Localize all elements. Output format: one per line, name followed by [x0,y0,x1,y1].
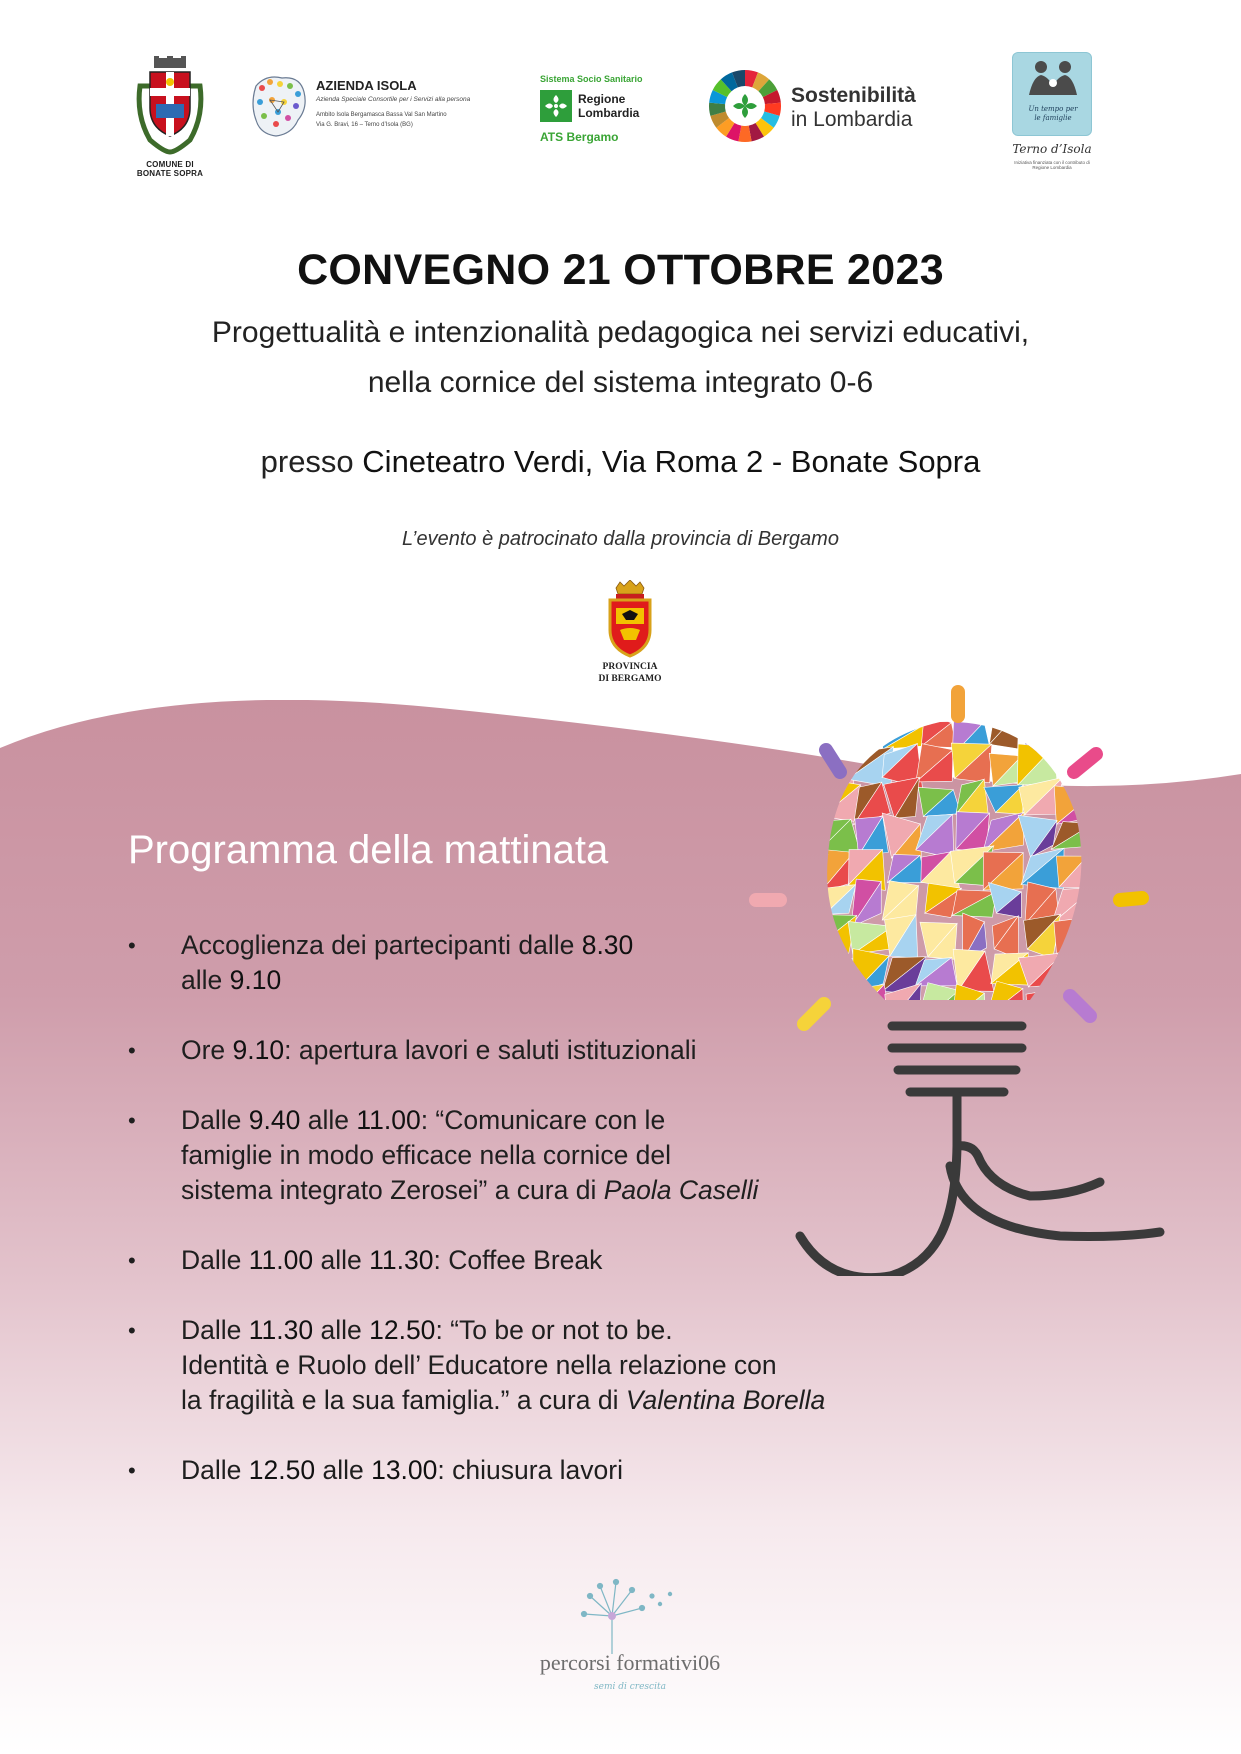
program-text: Identità e Ruolo dell’ Educatore nella relazione con [181,1350,777,1380]
regione-lombardia-logo [536,74,656,144]
logo-row [0,50,1241,180]
program-item [128,1453,908,1488]
bullet-icon: • [128,1318,136,1343]
program-item-line [181,1313,908,1348]
time-value: 8.30 [581,930,634,960]
program-text: Dalle [181,1455,249,1485]
program-text: alle [300,1105,357,1135]
dandelion-icon [520,1578,740,1654]
program-text: : “Comunicare con le [420,1105,666,1135]
comune-bonate-sopra-logo [130,56,210,176]
provincia-crest-icon [580,580,680,658]
program-text: sistema integrato Zerosei” a cura di [181,1175,604,1205]
lombardia-rose-icon [540,90,572,122]
program-title: Programma della mattinata [128,828,609,872]
isola-map-icon [248,72,310,142]
footer-brand [520,1650,740,1676]
program-item-line [181,1453,908,1488]
time-value: 9.10 [232,1035,285,1065]
terno-tagline [1013,105,1093,123]
time-value: 11.30 [369,1245,434,1275]
program-text: famiglie in modo efficace nella cornice del [181,1140,672,1170]
azienda-isola-logo [248,72,498,142]
percorsi-formativi-logo [520,1578,740,1698]
bullet-icon: • [128,933,136,958]
event-subtitle [0,308,1241,408]
sdg-wheel-icon [707,68,783,144]
event-title: CONVEGNO 21 OTTOBRE 2023 [297,246,944,294]
speaker-name: Valentina Borella [625,1385,826,1415]
azienda-title: AZIENDA ISOLA [316,78,417,93]
time-value: 9.10 [229,965,282,995]
speaker-name: Paola Caselli [603,1175,759,1205]
provincia-line1: PROVINCIA [602,662,658,672]
terno-disola-logo [1010,50,1094,180]
program-item-line [181,1383,908,1418]
time-value: 9.40 [248,1105,301,1135]
bullet-icon: • [128,1248,136,1273]
program-text: alle [313,1245,370,1275]
time-value: 12.50 [248,1455,316,1485]
venue-place: Cineteatro Verdi, Via Roma 2 - Bonate Sopra [362,444,981,479]
comune-crest-icon [130,56,210,160]
time-value: 12.50 [369,1315,436,1345]
regione-name-line1: Regione [578,92,626,106]
subtitle-line1: Progettualità e intenzionalità pedagogica nei servizi educativi, [211,316,1030,349]
lightbulb-base [892,1026,1022,1092]
comune-caption-line2: BONATE SOPRA [136,169,204,178]
terno-name: Terno d’Isola [1012,142,1092,156]
footer-tagline: semi di crescita [594,1682,666,1692]
azienda-subtitle: Azienda Speciale Consortile per i Servizi alla persona [316,96,471,103]
azienda-address-line1: Ambito Isola Bergamasca Bassa Val San Martino [316,112,447,118]
program-text: la fragilità e la sua famiglia.” a cura di [181,1385,626,1415]
time-value: 11.00 [356,1105,421,1135]
regione-system-label: Sistema Socio Sanitario [540,74,643,84]
sostenibilita-line2: in Lombardia [791,108,913,131]
sostenibilita-line1: Sostenibilità [791,84,916,107]
program-text: alle [181,965,230,995]
provincia-line2: DI BERGAMO [598,674,662,684]
program-text: Ore [181,1035,233,1065]
program-text: Dalle [181,1315,249,1345]
terno-tagline-line2: le famiglie [1034,114,1072,122]
program-text: : chiusura lavori [437,1455,623,1485]
patronage-note: L’evento è patrocinato dalla provincia di Bergamo [402,528,839,550]
footer-brand-left: percorsi [539,1650,611,1675]
comune-caption [130,160,210,178]
program-text: : Coffee Break [433,1245,603,1275]
provincia-bergamo-logo [580,580,680,690]
time-value: 13.00 [371,1455,438,1485]
footer-brand-right: formativi06 [616,1650,721,1675]
subtitle-line2: nella cornice del sistema integrato 0-6 [367,366,874,399]
time-value: 11.30 [248,1315,314,1345]
bullet-icon: • [128,1108,136,1133]
bullet-icon: • [128,1038,136,1063]
venue-prefix: presso [260,444,363,479]
time-value: 11.00 [248,1245,314,1275]
regione-name-line2: Lombardia [578,106,640,120]
event-venue [0,444,1241,480]
ats-bergamo-label: ATS Bergamo [540,130,619,144]
comune-caption-line1: COMUNE DI [146,160,194,169]
program-text: : apertura lavori e saluti istituzionali [284,1035,697,1065]
program-text: : “To be or not to be. [435,1315,673,1345]
program-item [128,1313,908,1418]
sostenibilita-lombardia-logo [707,68,947,148]
program-text: Accoglienza dei partecipanti dalle [181,930,582,960]
program-text: Dalle [181,1245,249,1275]
azienda-address-line2: Via G. Bravi, 16 – Terno d’Isola (BG) [316,122,413,128]
terno-small-print: Iniziativa finanziata con il contributo di Regione Lombardia [1014,160,1090,170]
terno-family-badge [1012,52,1092,136]
bullet-icon: • [128,1458,136,1483]
program-text: alle [313,1315,370,1345]
program-text: alle [315,1455,372,1485]
lightbulb-illustration-icon [740,676,1180,1276]
terno-tagline-line1: Un tempo per [1028,105,1078,113]
program-text: Dalle [181,1105,249,1135]
family-icon [1013,55,1093,105]
program-item-line [181,1348,908,1383]
